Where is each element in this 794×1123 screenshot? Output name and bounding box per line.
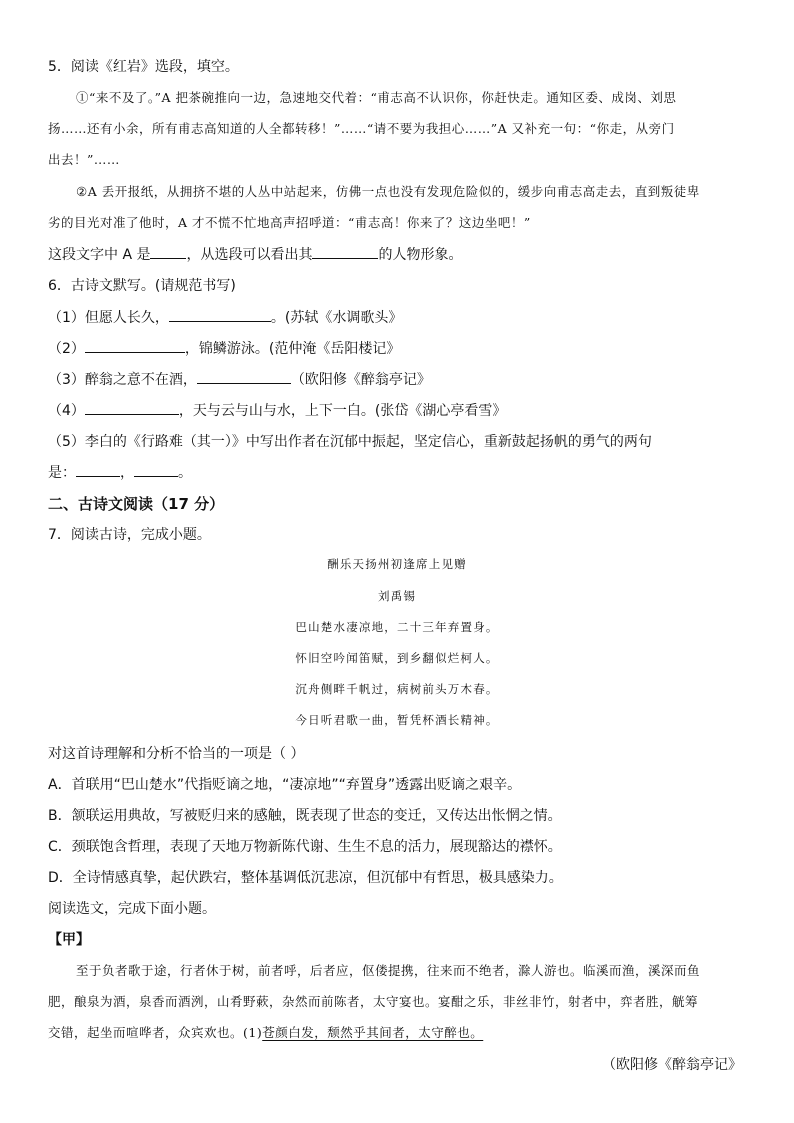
section-heading: 二、古诗文阅读（17 分） xyxy=(48,495,225,513)
q6-item-1 xyxy=(48,307,402,327)
underlined-sentence: 苍颜白发，颓然乎其间者，太守醉也。 xyxy=(262,1025,484,1040)
q5-fill-prefix: 这段文字中 A 是 xyxy=(48,247,151,263)
answer-blank-3[interactable] xyxy=(197,369,291,384)
option-c[interactable]: C．颈联饱含哲理，表现了天地万物新陈代谢、生生不息的活力，展现豁达的襟怀。 xyxy=(48,839,562,855)
q6-item-2-source: ，锦鳞游泳。(范仲淹《岳阳楼记》 xyxy=(184,341,401,357)
passage-line-2: 肥，酿泉为酒，泉香而酒洌，山肴野蔌，杂然而前陈者，太守宴也。宴酣之乐，非丝非竹，射者中，弈者胜，觥筹 xyxy=(48,994,699,1009)
answer-blank-5a[interactable] xyxy=(76,462,120,477)
answer-blank-image[interactable] xyxy=(312,244,378,259)
option-b[interactable]: B．颔联运用典故，写被贬归来的感触，既表现了世态的变迁，又传达出怅惘之情。 xyxy=(48,808,562,824)
reading-intro: 阅读选文，完成下面小题。 xyxy=(48,901,216,917)
q5-fill-suffix: 的人物形象。 xyxy=(378,247,463,263)
q6-item-4-source: ，天与云与山与水，上下一白。(张岱《湖心亭看雪》 xyxy=(178,403,507,419)
q7-question: 对这首诗理解和分析不恰当的一项是（ ） xyxy=(48,746,305,762)
q6-item-5-comma: ， xyxy=(120,465,134,481)
poem-line: 今日听君歌一曲，暂凭杯酒长精神。 xyxy=(295,713,499,727)
poem-line: 巴山楚水凄凉地，二十三年弃置身。 xyxy=(295,620,499,634)
q6-item-5-line2 xyxy=(48,462,192,482)
q6-item-3-source: （欧阳修《醉翁亭记》 xyxy=(290,372,431,388)
q6-item-3-prompt: （3）醉翁之意不在酒， xyxy=(48,372,197,388)
answer-blank-1[interactable] xyxy=(169,307,271,322)
q5-passage1-line3: 出去！”…… xyxy=(48,152,120,167)
q5-passage1-line2: 扬……还有小余，所有甫志高知道的人全都转移！”……“请不要为我担心……”A 又补充一句：“你走，从旁门 xyxy=(48,121,675,136)
q6-item-5-line1: （5）李白的《行路难（其一）》中写出作者在沉郁中振起，坚定信心，重新鼓起扬帆的勇气的两句 xyxy=(48,434,652,450)
q6-item-1-prompt: （1）但愿人长久， xyxy=(48,310,169,326)
q6-title: 6．古诗文默写。(请规范书写) xyxy=(48,278,236,294)
q6-item-2 xyxy=(48,338,400,358)
q5-title: 5．阅读《红岩》选段，填空。 xyxy=(48,59,239,75)
option-a[interactable]: A．首联用“巴山楚水”代指贬谪之地，“凄凉地”“弃置身”透露出贬谪之艰辛。 xyxy=(48,777,522,793)
q5-passage2-line2: 劣的目光对准了他时，A 才不慌不忙地高声招呼道：“甫志高！你来了？这边坐吧！” xyxy=(48,215,531,230)
q5-fill-middle: ，从选段可以看出其 xyxy=(186,247,313,263)
poem-title: 酬乐天扬州初逢席上见赠 xyxy=(327,557,467,571)
poem-author: 刘禹锡 xyxy=(377,589,417,603)
q6-item-1-source: 。(苏轼《水调歌头》 xyxy=(270,310,403,326)
poem-line: 怀旧空吟闻笛赋，到乡翻似烂柯人。 xyxy=(295,651,499,665)
option-d[interactable]: D．全诗情感真挚，起伏跌宕，整体基调低沉悲凉，但沉郁中有哲思，极具感染力。 xyxy=(48,870,563,886)
q5-passage1-line1: ①“来不及了。”A 把茶碗推向一边，急速地交代着：“甫志高不认识你，你赶快走。通知区委、成岗、刘思 xyxy=(76,90,677,105)
passage-line-3-text: 交错，起坐而喧哗者，众宾欢也。(1) xyxy=(48,1025,263,1040)
q6-item-5-end: 。 xyxy=(178,465,192,481)
passage-source: （欧阳修《醉翁亭记》 xyxy=(602,1057,742,1073)
q6-item-4-prompt: （4） xyxy=(48,403,85,419)
answer-blank-5b[interactable] xyxy=(134,462,178,477)
answer-blank-4[interactable] xyxy=(85,400,179,415)
answer-blank-a[interactable] xyxy=(150,244,186,259)
q5-passage2-line1: ②A 丢开报纸，从拥挤不堪的人丛中站起来，仿佛一点也没有发现危险似的，缓步向甫志高走去，直到叛徒卑 xyxy=(76,184,700,199)
passage-line-3 xyxy=(48,1023,483,1041)
passage-label: 【甲】 xyxy=(48,932,90,948)
q6-item-3 xyxy=(48,369,431,389)
poem-line: 沉舟侧畔千帆过，病树前头万木春。 xyxy=(295,682,499,696)
q6-item-2-prompt: （2） xyxy=(48,341,85,357)
q7-title: 7．阅读古诗，完成小题。 xyxy=(48,527,211,543)
q6-item-5-prompt: 是： xyxy=(48,465,76,481)
q5-fill-line xyxy=(48,244,462,264)
q6-item-4 xyxy=(48,400,506,420)
passage-line-1: 至于负者歌于途，行者休于树，前者呼，后者应，伛偻提携，往来而不绝者，滁人游也。临溪而渔，溪深而鱼 xyxy=(76,963,701,978)
answer-blank-2[interactable] xyxy=(85,338,185,353)
